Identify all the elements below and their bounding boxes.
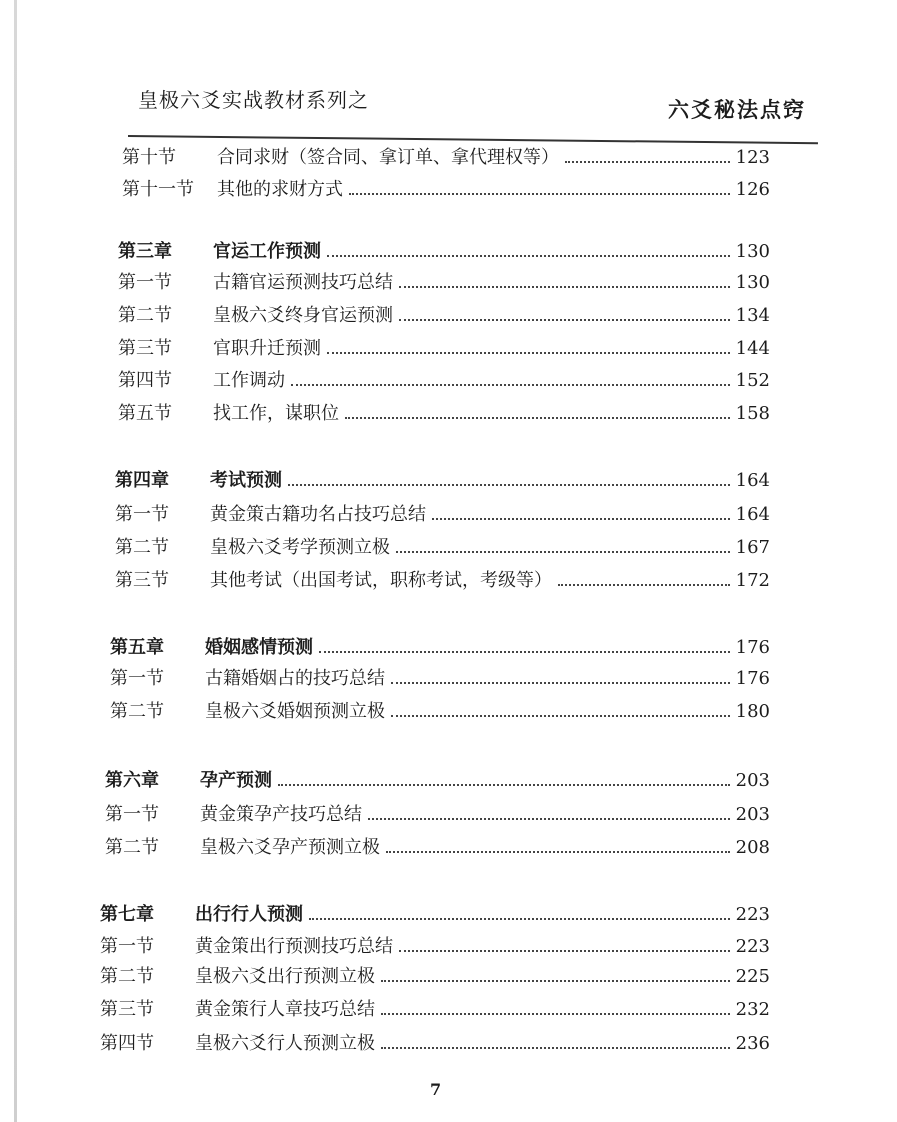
entry-title: 官职升迁预测 [213,338,321,359]
entry-page-number: 164 [735,504,770,525]
entry-page-number: 203 [735,804,770,825]
entry-number: 第四节 [100,1033,154,1054]
entry-page-number: 208 [735,837,770,858]
entry-page-number: 172 [735,570,770,591]
entry-title: 合同求财（签合同、拿订单、拿代理权等） [217,147,559,168]
entry-number: 第一节 [118,272,172,293]
entry-number: 第二节 [115,537,169,558]
entry-title: 找工作，谋职位 [213,403,339,424]
entry-page-number: 123 [735,147,770,168]
toc-section-entry[interactable] [115,500,770,528]
entry-title: 黄金策出行预测技巧总结 [195,936,393,957]
entry-number: 第五章 [110,637,164,658]
toc-chapter-entry[interactable] [115,466,770,494]
entry-page-number: 158 [735,403,770,424]
entry-title: 婚姻感情预测 [205,637,313,658]
entry-title: 皇极六爻考学预测立极 [210,537,390,558]
toc-section-entry[interactable] [118,366,770,394]
entry-title: 皇极六爻孕产预测立极 [200,837,380,858]
page-number: 7 [430,1080,442,1099]
dot-leader [288,472,730,486]
entry-number: 第三节 [100,999,154,1020]
toc-section-entry[interactable] [122,175,770,203]
dot-leader [291,372,730,386]
book-title: 六爻秘法点窍 [668,97,806,122]
dot-leader [381,968,730,982]
dot-leader [396,539,730,553]
entry-number: 第三章 [118,241,172,262]
toc-section-entry[interactable] [110,664,770,692]
entry-title: 皇极六爻出行预测立极 [195,966,375,987]
dot-leader [391,703,730,717]
entry-page-number: 164 [735,470,770,491]
entry-page-number: 225 [735,966,770,987]
entry-number: 第一节 [110,668,164,689]
toc-section-entry[interactable] [122,143,770,171]
toc-section-entry[interactable] [118,301,770,329]
entry-page-number: 134 [735,305,770,326]
entry-page-number: 176 [735,637,770,658]
toc-section-entry[interactable] [100,995,770,1023]
dot-leader [381,1001,730,1015]
dot-leader [399,938,730,952]
dot-leader [399,307,730,321]
dot-leader [349,181,730,195]
entry-title: 官运工作预测 [213,241,321,262]
dot-leader [319,639,730,653]
entry-number: 第二节 [118,305,172,326]
entry-page-number: 236 [735,1033,770,1054]
entry-title: 出行行人预测 [195,904,303,925]
entry-number: 第一节 [100,936,154,957]
dot-leader [565,149,730,163]
entry-page-number: 232 [735,999,770,1020]
entry-title: 考试预测 [210,470,282,491]
entry-number: 第四节 [118,370,172,391]
entry-title: 其他考试（出国考试，职称考试，考级等） [210,570,552,591]
toc-section-entry[interactable] [100,1029,770,1057]
entry-title: 其他的求财方式 [217,179,343,200]
dot-leader [386,839,730,853]
binding-edge [14,0,17,1122]
entry-page-number: 126 [735,179,770,200]
dot-leader [309,906,730,920]
dot-leader [381,1035,730,1049]
dot-leader [345,405,730,419]
entry-number: 第七章 [100,904,154,925]
entry-title: 皇极六爻终身官运预测 [213,305,393,326]
toc-section-entry[interactable] [110,697,770,725]
toc-section-entry[interactable] [118,268,770,296]
running-header [128,72,818,132]
entry-title: 皇极六爻婚姻预测立极 [205,701,385,722]
entry-page-number: 223 [735,904,770,925]
entry-page-number: 176 [735,668,770,689]
entry-page-number: 180 [735,701,770,722]
entry-title: 黄金策行人章技巧总结 [195,999,375,1020]
entry-page-number: 152 [735,370,770,391]
toc-section-entry[interactable] [105,833,770,861]
toc-section-entry[interactable] [100,962,770,990]
toc-chapter-entry[interactable] [118,237,770,265]
entry-title: 黄金策古籍功名占技巧总结 [210,504,426,525]
entry-number: 第六章 [105,770,159,791]
entry-page-number: 223 [735,936,770,957]
entry-number: 第三节 [115,570,169,591]
entry-number: 第五节 [118,403,172,424]
entry-page-number: 130 [735,272,770,293]
entry-number: 第二节 [110,701,164,722]
toc-section-entry[interactable] [100,932,770,960]
dot-leader [391,670,730,684]
entry-number: 第四章 [115,470,169,491]
toc-section-entry[interactable] [105,800,770,828]
entry-page-number: 144 [735,338,770,359]
dot-leader [368,806,730,820]
toc-section-entry[interactable] [118,334,770,362]
series-title: 皇极六爻实战教材系列之 [138,88,369,112]
entry-title: 皇极六爻行人预测立极 [195,1033,375,1054]
toc-chapter-entry[interactable] [105,766,770,794]
toc-section-entry[interactable] [115,533,770,561]
entry-number: 第十节 [122,147,176,168]
dot-leader [558,572,730,586]
entry-title: 黄金策孕产技巧总结 [200,804,362,825]
entry-title: 古籍婚姻占的技巧总结 [205,668,385,689]
dot-leader [327,243,730,257]
entry-number: 第二节 [100,966,154,987]
dot-leader [327,340,730,354]
entry-title: 工作调动 [213,370,285,391]
toc-section-entry[interactable] [118,399,770,427]
dot-leader [399,274,730,288]
entry-title: 古籍官运预测技巧总结 [213,272,393,293]
entry-page-number: 203 [735,770,770,791]
entry-page-number: 130 [735,241,770,262]
entry-number: 第十一节 [122,179,194,200]
entry-page-number: 167 [735,537,770,558]
toc-chapter-entry[interactable] [100,900,770,928]
entry-number: 第二节 [105,837,159,858]
entry-number: 第一节 [115,504,169,525]
entry-number: 第三节 [118,338,172,359]
entry-title: 孕产预测 [200,770,272,791]
toc-section-entry[interactable] [115,566,770,594]
toc-chapter-entry[interactable] [110,633,770,661]
dot-leader [432,506,730,520]
dot-leader [278,772,730,786]
entry-number: 第一节 [105,804,159,825]
